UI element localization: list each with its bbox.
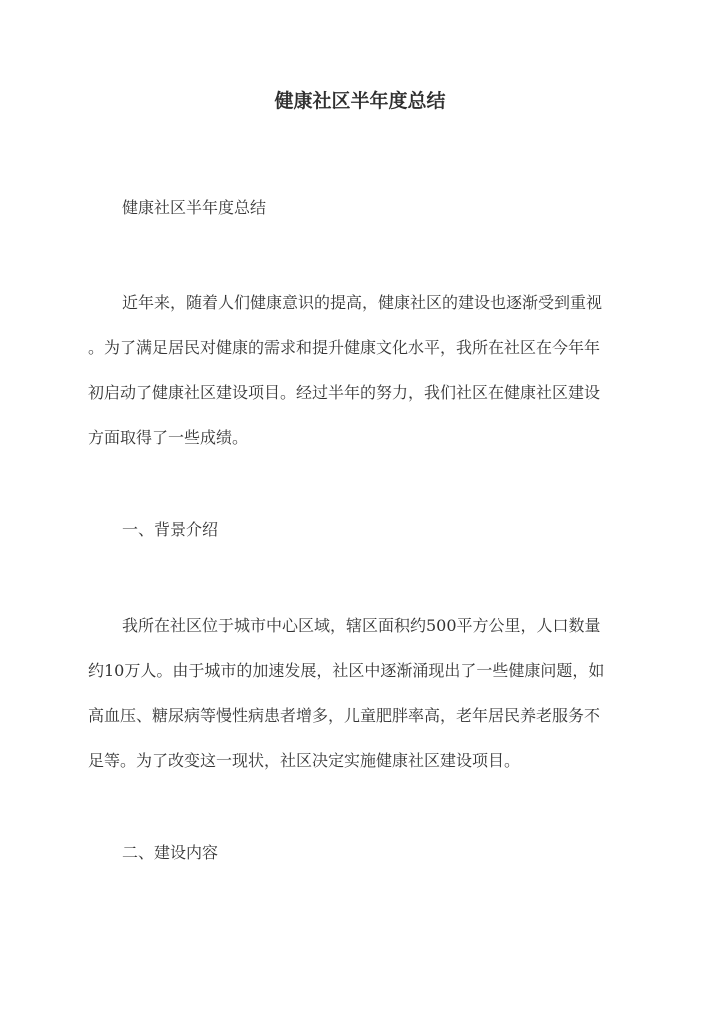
section-heading-content: 二、建设内容 [122, 843, 219, 862]
background-line: 足等。为了改变这一现状，社区决定实施健康社区建设项目。 [88, 751, 521, 770]
background-line: 约10万人。由于城市的加速发展，社区中逐渐涌现出了一些健康问题，如 [88, 661, 605, 680]
document-subtitle: 健康社区半年度总结 [122, 198, 267, 217]
document-title: 健康社区半年度总结 [274, 90, 446, 112]
intro-paragraph [88, 280, 633, 460]
intro-line: 。为了满足居民对健康的需求和提升健康文化水平，我所在社区在今年年 [88, 338, 601, 357]
intro-line: 近年来，随着人们健康意识的提高，健康社区的建设也逐渐受到重视 [122, 293, 603, 312]
background-line: 我所在社区位于城市中心区域，辖区面积约500平方公里，人口数量 [122, 616, 601, 635]
background-line: 高血压、糖尿病等慢性病患者增多，儿童肥胖率高，老年居民养老服务不 [88, 706, 601, 725]
background-paragraph [88, 603, 633, 783]
intro-line: 初启动了健康社区建设项目。经过半年的努力，我们社区在健康社区建设 [88, 383, 601, 402]
section-heading-background: 一、背景介绍 [122, 520, 219, 539]
intro-line: 方面取得了一些成绩。 [88, 428, 249, 447]
